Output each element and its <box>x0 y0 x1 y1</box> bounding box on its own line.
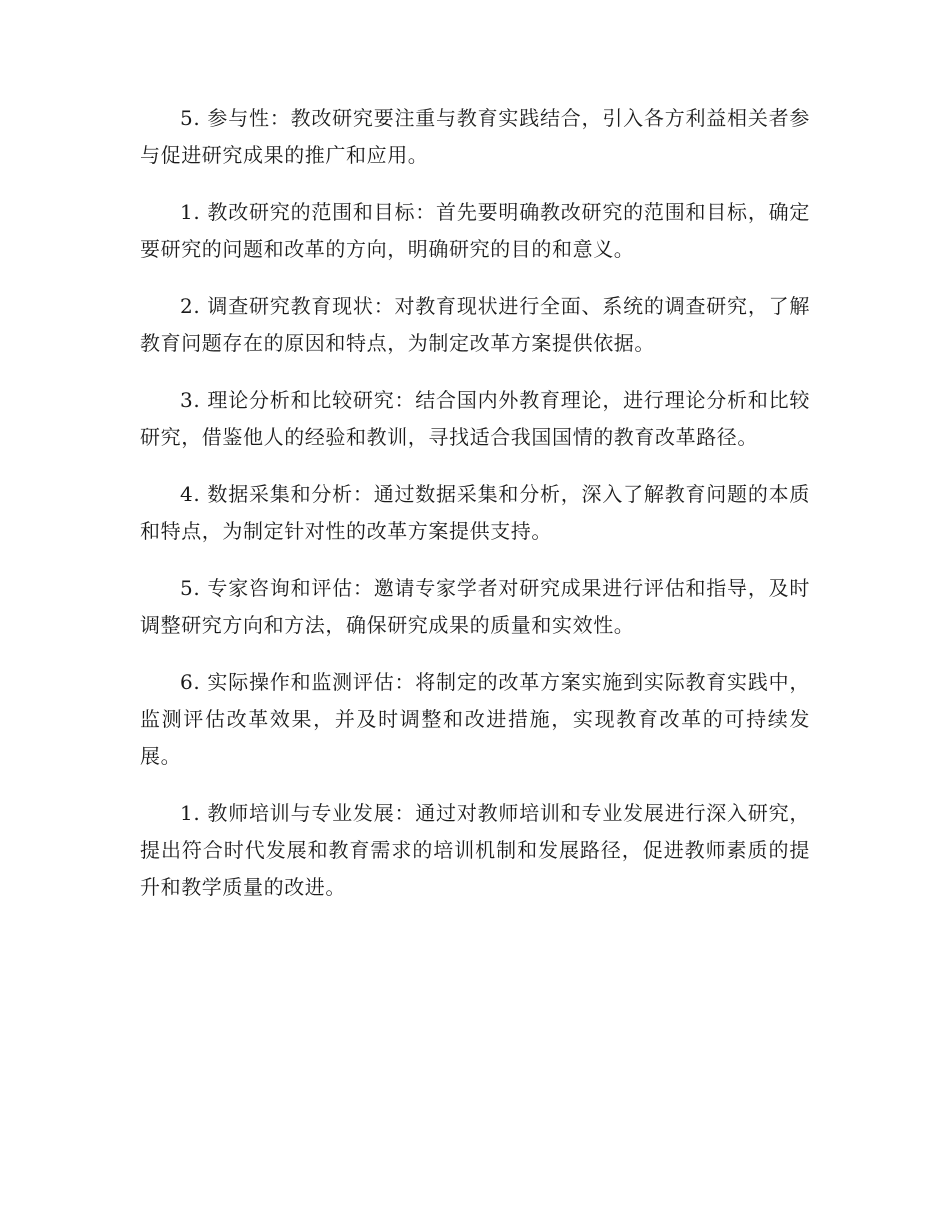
paragraph-teacher-training: 1. 教师培训与专业发展：通过对教师培训和专业发展进行深入研究，提出符合时代发展和教育需求的培训机制和发展路径，促进教师素质的提升和教学质量的改进。 <box>140 801 810 899</box>
paragraph-scope-and-goals: 1. 教改研究的范围和目标：首先要明确教改研究的范围和目标，确定要研究的问题和改革的方向，明确研究的目的和意义。 <box>140 200 810 261</box>
paragraph-survey-status: 2. 调查研究教育现状：对教育现状进行全面、系统的调查研究，了解教育问题存在的原因和特点，为制定改革方案提供依据。 <box>140 294 810 355</box>
paragraph-expert-evaluation: 5. 专家咨询和评估：邀请专家学者对研究成果进行评估和指导，及时调整研究方向和方法，确保研究成果的质量和实效性。 <box>140 576 810 637</box>
paragraph-data-analysis: 4. 数据采集和分析：通过数据采集和分析，深入了解教育问题的本质和特点，为制定针对性的改革方案提供支持。 <box>140 482 810 543</box>
paragraph-practice-monitoring: 6. 实际操作和监测评估：将制定的改革方案实施到实际教育实践中，监测评估改革效果，并及时调整和改进措施，实现教育改革的可持续发展。 <box>140 670 810 768</box>
paragraph-theory-comparison: 3. 理论分析和比较研究：结合国内外教育理论，进行理论分析和比较研究，借鉴他人的经验和教训，寻找适合我国国情的教育改革路径。 <box>140 388 810 449</box>
paragraph-participation: 5. 参与性：教改研究要注重与教育实践结合，引入各方利益相关者参与促进研究成果的推广和应用。 <box>140 106 810 167</box>
